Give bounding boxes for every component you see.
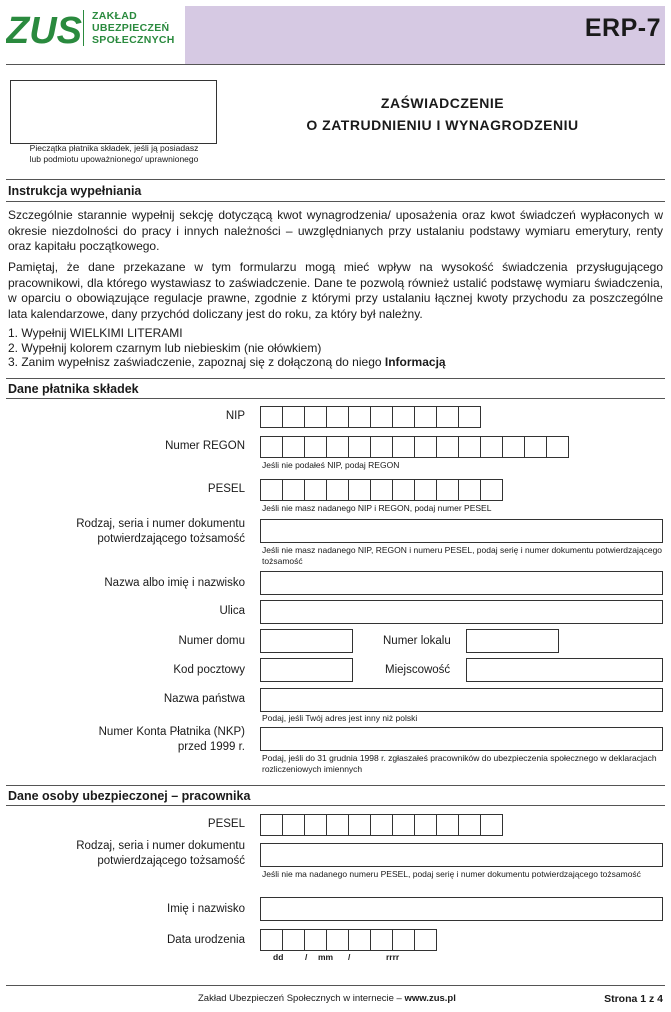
institution-name: ZAKŁAD UBEZPIECZEŃ SPOŁECZNYCH xyxy=(92,10,175,46)
logo-text: ZUS xyxy=(6,10,82,50)
char-cell[interactable] xyxy=(326,406,349,428)
char-cell[interactable] xyxy=(436,479,459,501)
dob-separator: / xyxy=(348,952,351,962)
char-cell[interactable] xyxy=(370,436,393,458)
char-cell[interactable] xyxy=(282,814,305,836)
char-cell[interactable] xyxy=(348,814,371,836)
street-input[interactable] xyxy=(260,600,663,624)
char-cell[interactable] xyxy=(304,436,327,458)
regon-input[interactable] xyxy=(260,436,569,458)
house-number-input[interactable] xyxy=(260,629,353,653)
char-cell[interactable] xyxy=(260,436,283,458)
char-cell[interactable] xyxy=(370,929,393,951)
footer-site: Zakład Ubezpieczeń Społecznych w internecie – www.zus.pl xyxy=(198,993,456,1004)
house-number-label: Numer domu xyxy=(178,635,245,647)
char-cell[interactable] xyxy=(546,436,569,458)
nkp-input[interactable] xyxy=(260,727,663,751)
char-cell[interactable] xyxy=(524,436,547,458)
dob-month-hint: mm xyxy=(318,952,334,962)
postal-code-label: Kod pocztowy xyxy=(173,664,245,676)
footer-link[interactable]: www.zus.pl xyxy=(404,993,456,1004)
char-cell[interactable] xyxy=(436,814,459,836)
list-item: 3. Zanim wypełnisz zaświadczenie, zapoznaj się z dołączoną do niego Informacją xyxy=(8,355,446,369)
char-cell[interactable] xyxy=(282,436,305,458)
char-cell[interactable] xyxy=(260,479,283,501)
char-cell[interactable] xyxy=(480,436,503,458)
logo-divider xyxy=(83,10,84,46)
section-rule xyxy=(6,398,665,399)
char-cell[interactable] xyxy=(414,436,437,458)
dob-day-hint: dd xyxy=(273,952,284,962)
country-hint: Podaj, jeśli Twój adres jest inny niż polski xyxy=(262,713,418,723)
employee-heading: Dane osoby ubezpieczonej – pracownika xyxy=(8,789,251,803)
section-rule xyxy=(6,378,665,379)
char-cell[interactable] xyxy=(326,479,349,501)
country-label: Nazwa państwa xyxy=(163,693,245,705)
char-cell[interactable] xyxy=(392,479,415,501)
char-cell[interactable] xyxy=(480,479,503,501)
form-code: ERP-7 xyxy=(584,14,661,42)
char-cell[interactable] xyxy=(458,479,481,501)
employee-name-input[interactable] xyxy=(260,897,663,921)
payer-pesel-input[interactable] xyxy=(260,479,503,501)
nip-label: NIP xyxy=(225,410,245,422)
instructions-heading: Instrukcja wypełniania xyxy=(8,184,142,198)
stamp-box[interactable] xyxy=(10,80,217,144)
char-cell[interactable] xyxy=(260,929,283,951)
country-input[interactable] xyxy=(260,688,663,712)
stamp-caption: Pieczątka płatnika składek, jeśli ją posiadasz lub podmiotu upoważnionego/ uprawnionego xyxy=(29,143,199,164)
char-cell[interactable] xyxy=(370,406,393,428)
payer-document-input[interactable] xyxy=(260,519,663,543)
payer-pesel-hint: Jeśli nie masz nadanego NIP i REGON, podaj numer PESEL xyxy=(262,503,492,513)
char-cell[interactable] xyxy=(348,406,371,428)
char-cell[interactable] xyxy=(392,406,415,428)
nip-input[interactable] xyxy=(260,406,481,428)
nkp-hint: Podaj, jeśli do 31 grudnia 1998 r. zgłaszałeś pracowników do ubezpieczenia społecznego w deklaracjach rozliczeniowych imiennych xyxy=(262,753,657,774)
char-cell[interactable] xyxy=(348,436,371,458)
employee-document-hint: Jeśli nie ma nadanego numeru PESEL, podaj serię i numer dokumentu potwierdzającego tożsamość xyxy=(262,869,641,879)
payer-heading: Dane płatnika składek xyxy=(8,382,139,396)
char-cell[interactable] xyxy=(370,814,393,836)
char-cell[interactable] xyxy=(282,406,305,428)
postal-code-input[interactable] xyxy=(260,658,353,682)
header-rule xyxy=(6,64,665,65)
char-cell[interactable] xyxy=(436,436,459,458)
dob-label: Data urodzenia xyxy=(167,934,245,946)
street-label: Ulica xyxy=(219,605,245,617)
section-rule xyxy=(6,201,665,202)
employee-name-label: Imię i nazwisko xyxy=(167,903,245,915)
char-cell[interactable] xyxy=(326,436,349,458)
payer-pesel-label: PESEL xyxy=(207,483,245,495)
char-cell[interactable] xyxy=(392,436,415,458)
payer-name-input[interactable] xyxy=(260,571,663,595)
char-cell[interactable] xyxy=(304,929,327,951)
section-rule xyxy=(6,785,665,786)
instructions-list xyxy=(8,326,446,370)
regon-hint: Jeśli nie podałeś NIP, podaj REGON xyxy=(262,460,400,470)
list-item: 1. Wypełnij WIELKIMI LITERAMI xyxy=(8,326,183,340)
char-cell[interactable] xyxy=(458,436,481,458)
char-cell[interactable] xyxy=(414,406,437,428)
section-rule xyxy=(6,805,665,806)
instructions-paragraph-2: Pamiętaj, że dane przekazane w tym formularzu mogą mieć wpływ na wysokość świadczenia przysługującego pracownikowi, dla którego wystawiasz to zaświadczenie. Dane te pozwolą również ustalić podstawę wymiaru świadczenia, w oparciu o obowiązujące regulacje prawne, zgodnie z którymi przy ustalaniu łącznej kwoty przychodu za poszczególne lata kalendarzowe, dany przychód doliczany jest do roku, za który był należny. xyxy=(8,260,663,321)
employee-document-input[interactable] xyxy=(260,843,663,867)
section-rule xyxy=(6,179,665,180)
char-cell[interactable] xyxy=(370,479,393,501)
flat-number-label: Numer lokalu xyxy=(383,635,451,647)
regon-label: Numer REGON xyxy=(165,440,245,452)
dob-year-hint: rrrr xyxy=(386,952,400,962)
char-cell[interactable] xyxy=(304,479,327,501)
char-cell[interactable] xyxy=(502,436,525,458)
employee-document-label: Rodzaj, seria i numer dokumentu potwierdzającego tożsamość xyxy=(76,840,245,867)
payer-document-hint: Jeśli nie masz nadanego NIP, REGON i numeru PESEL, podaj serię i numer dokumentu potwierdzającego tożsamość xyxy=(262,545,663,566)
char-cell[interactable] xyxy=(458,814,481,836)
city-input[interactable] xyxy=(466,658,663,682)
char-cell[interactable] xyxy=(282,929,305,951)
list-item: 2. Wypełnij kolorem czarnym lub niebieskim (nie ołówkiem) xyxy=(8,340,322,355)
flat-number-input[interactable] xyxy=(466,629,559,653)
document-title: ZAŚWIADCZENIE O ZATRUDNIENIU I WYNAGRODZENIU xyxy=(306,95,579,133)
dob-input[interactable] xyxy=(260,929,437,951)
employee-pesel-label: PESEL xyxy=(207,818,245,830)
char-cell[interactable] xyxy=(392,814,415,836)
char-cell[interactable] xyxy=(414,479,437,501)
payer-name-label: Nazwa albo imię i nazwisko xyxy=(104,577,245,589)
footer-rule xyxy=(6,985,665,986)
char-cell[interactable] xyxy=(326,814,349,836)
employee-pesel-input[interactable] xyxy=(260,814,503,836)
char-cell[interactable] xyxy=(392,929,415,951)
char-cell[interactable] xyxy=(282,479,305,501)
char-cell[interactable] xyxy=(414,814,437,836)
nkp-label: Numer Konta Płatnika (NKP) przed 1999 r. xyxy=(98,726,245,753)
instructions-paragraph-1: Szczególnie starannie wypełnij sekcję dotyczącą kwot wynagrodzenia/ uposażenia oraz kwot świadczeń wypłaconych w okresie niezdolności do pracy i innych należności – uwzględnianych przy ustalaniu podstawy wymiaru emerytury, renty oraz kapitału początkowego. xyxy=(8,208,663,253)
dob-separator: / xyxy=(305,952,308,962)
char-cell[interactable] xyxy=(260,406,283,428)
char-cell[interactable] xyxy=(436,406,459,428)
char-cell[interactable] xyxy=(326,929,349,951)
char-cell[interactable] xyxy=(458,406,481,428)
char-cell[interactable] xyxy=(348,929,371,951)
char-cell[interactable] xyxy=(480,814,503,836)
char-cell[interactable] xyxy=(414,929,437,951)
zus-logo xyxy=(6,6,86,50)
city-label: Miejscowość xyxy=(385,664,451,676)
char-cell[interactable] xyxy=(260,814,283,836)
char-cell[interactable] xyxy=(304,814,327,836)
page-number: Strona 1 z 4 xyxy=(604,993,663,1005)
char-cell[interactable] xyxy=(348,479,371,501)
payer-document-label: Rodzaj, seria i numer dokumentu potwierdzającego tożsamość xyxy=(76,518,245,545)
char-cell[interactable] xyxy=(304,406,327,428)
